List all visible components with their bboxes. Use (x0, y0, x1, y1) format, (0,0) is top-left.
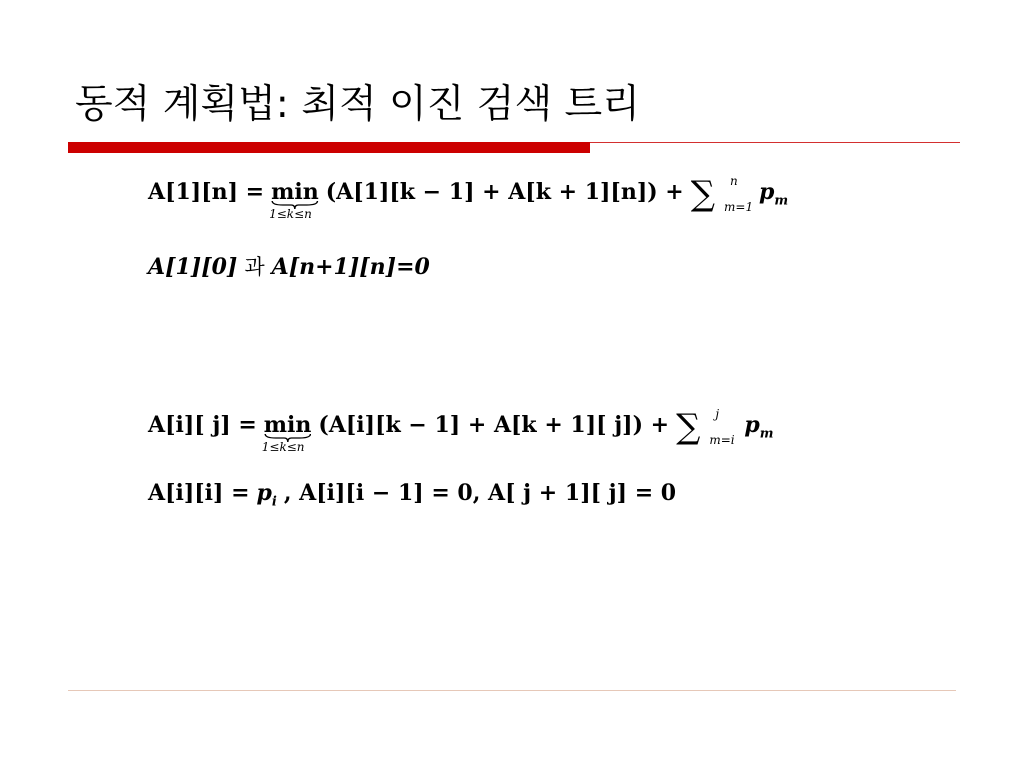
eq3-term-sub: m (759, 426, 774, 442)
eq1-sum-limits (722, 174, 754, 214)
eq4-p (256, 480, 277, 510)
eq4-text2: , A[i][i − 1] = 0, A[ j + 1][ j] = 0 (283, 480, 677, 506)
eq3-term-p: p (744, 412, 760, 438)
eq1-term-p: p (759, 179, 775, 205)
eq2-part1: A[1][0] (148, 254, 238, 280)
eq3-term (744, 412, 774, 442)
eq2-connector: 과 (244, 255, 265, 279)
eq3-body: (A[i][k − 1] + A[k + 1][ j]) + (318, 412, 670, 438)
eq3-sum-limits (707, 407, 737, 447)
eq2-part2: A[n+1][n]=0 (271, 254, 430, 280)
eq4-p-letter: p (256, 480, 272, 506)
eq1-min-range: 1≤k≤n (269, 207, 312, 221)
eq3-min-operator (261, 410, 312, 454)
slide-title: 동적 계획법: 최적 이진 검색 트리 (75, 82, 640, 127)
eq1-sum-lower: m=1 (724, 200, 754, 214)
summation-icon: ∑ (676, 407, 701, 447)
eq1-term (759, 179, 789, 209)
eq3-sum-upper: j (715, 407, 720, 421)
eq4-text1: A[i][i] = (148, 480, 250, 506)
equation-recurrence-1 (148, 174, 789, 221)
title-underline (590, 142, 960, 143)
eq1-lhs: A[1][n] = (148, 179, 265, 205)
eq1-min-label: min (271, 179, 319, 205)
footer-divider (68, 690, 956, 691)
eq1-sum-upper: n (730, 174, 738, 188)
summation-icon: ∑ (690, 174, 716, 214)
title-accent-bar (68, 142, 590, 153)
eq3-min-label: min (263, 412, 312, 438)
eq1-min-operator (269, 177, 319, 221)
eq3-sum-lower: m=i (709, 433, 735, 447)
eq3-min-range: 1≤k≤n (261, 440, 305, 454)
equation-recurrence-2 (148, 407, 774, 454)
eq3-lhs: A[i][ j] = (148, 412, 257, 438)
eq1-term-sub: m (774, 193, 789, 209)
equation-initial-2 (148, 478, 676, 517)
eq4-p-sub: i (271, 494, 277, 510)
eq1-body: (A[1][k − 1] + A[k + 1][n]) + (325, 179, 684, 205)
equation-initial-1 (148, 252, 430, 283)
